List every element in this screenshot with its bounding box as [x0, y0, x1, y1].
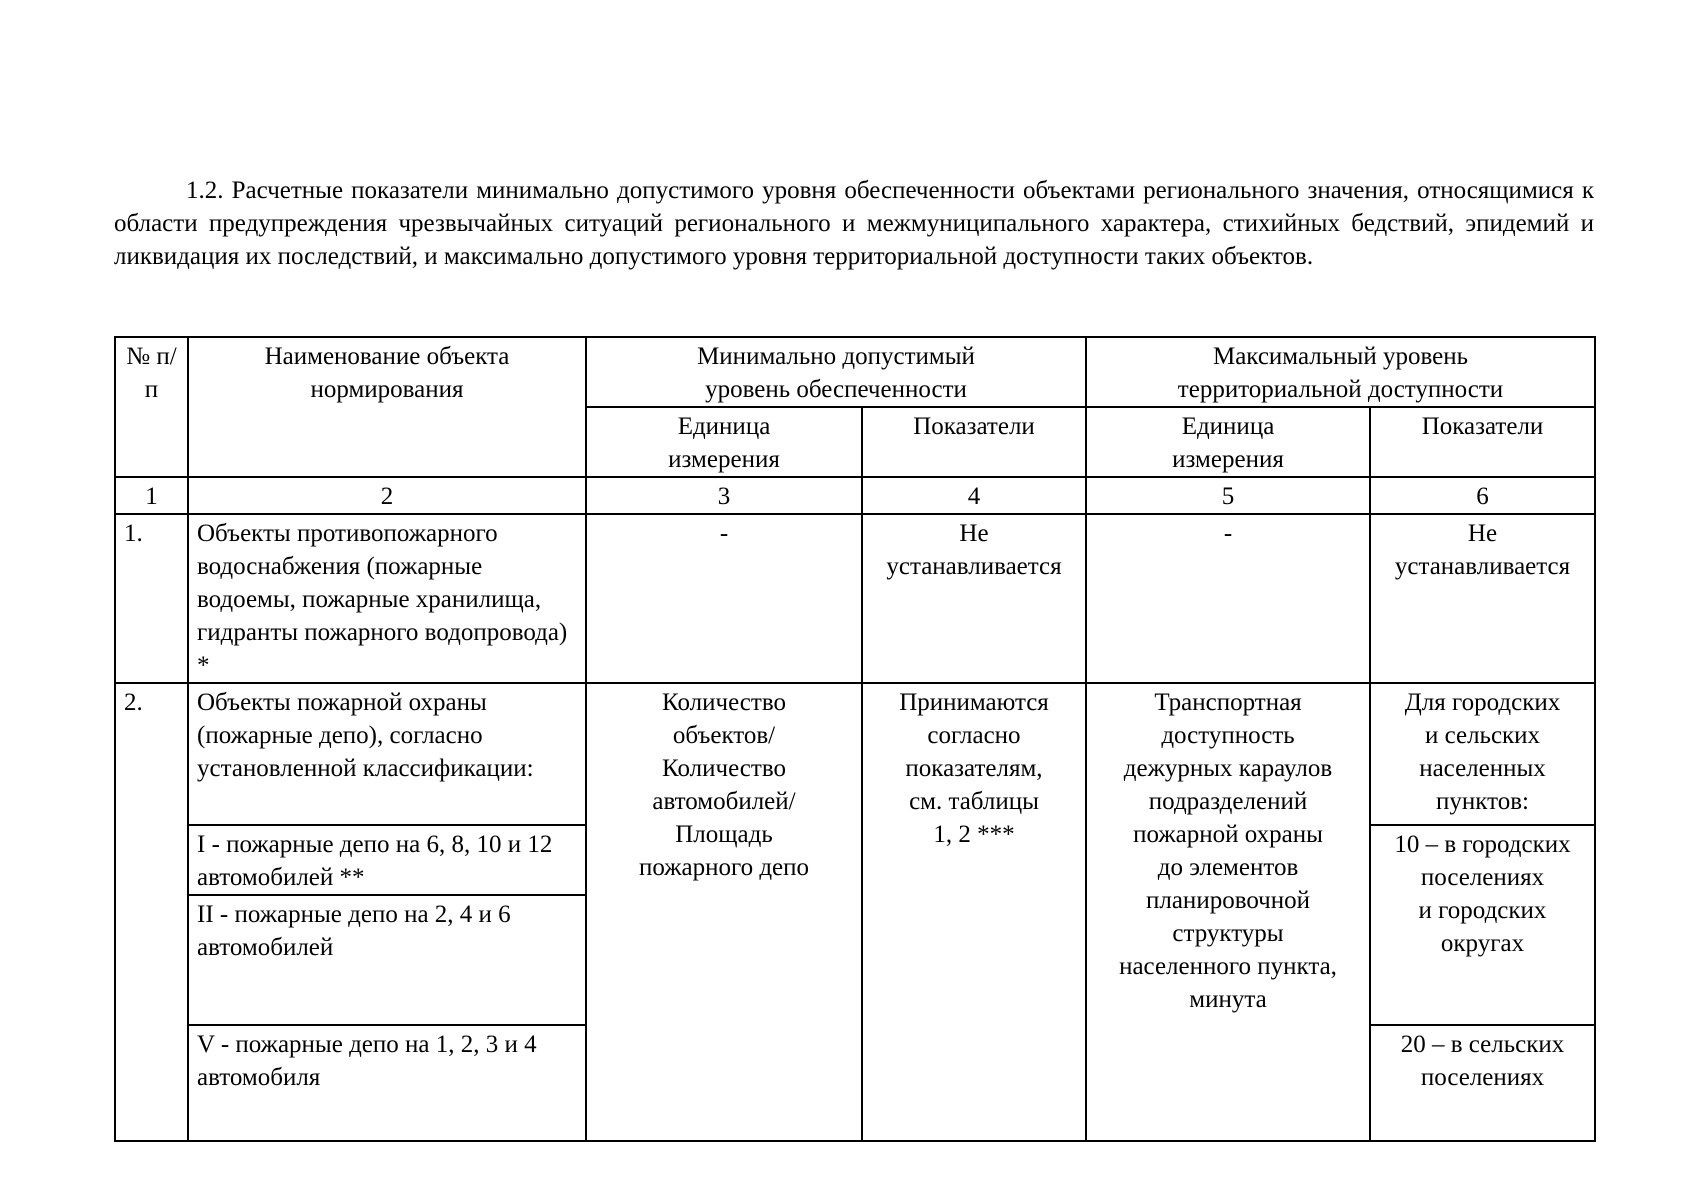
- row2-sub3: V - пожарные депо на 1, 2, 3 и 4 автомобиля: [188, 1025, 586, 1141]
- norms-table: [114, 336, 1596, 1142]
- row2-sub1: I - пожарные депо на 6, 8, 10 и 12 автомобилей **: [188, 825, 586, 895]
- header-name: Наименование объекта нормирования: [188, 337, 586, 477]
- col-number-6: 6: [1370, 477, 1595, 514]
- col-number-5: 5: [1086, 477, 1370, 514]
- row2-unit-max: Транспортная доступность дежурных караулов подразделений пожарной охраны до элементов планировочной структуры населенного пункта, минута: [1086, 683, 1370, 1141]
- row1-name: Объекты противопожарного водоснабжения (пожарные водоемы, пожарные хранилища, гидранты пожарного водопровода) *: [188, 514, 586, 683]
- row1-num: 1.: [115, 514, 188, 683]
- row1-value-min: Не устанавливается: [862, 514, 1086, 683]
- col-number-1: 1: [115, 477, 188, 514]
- table-row: [115, 683, 1595, 825]
- header-max-level: Максимальный уровень территориальной доступности: [1086, 337, 1595, 407]
- header-unit-max: Единица измерения: [1086, 407, 1370, 477]
- row2-value-max-head: Для городских и сельских населенных пунктов:: [1370, 683, 1595, 825]
- col-number-3: 3: [586, 477, 862, 514]
- section-number: 1.2.: [186, 177, 224, 204]
- row2-value-max-1: 10 – в городских поселениях и городских округах: [1370, 825, 1595, 1025]
- row1-unit-min: -: [586, 514, 862, 683]
- header-unit-min: Единица измерения: [586, 407, 862, 477]
- row1-value-max: Не устанавливается: [1370, 514, 1595, 683]
- intro-text: Расчетные показатели минимально допустимого уровня обеспеченности объектами регионального значения, относящимися к области предупреждения чрезвычайных ситуаций регионального и межмуниципального характера, стихийных бедствий, эпидемий и ликвидация их последствий, и максимально допустимого уровня территориальной доступности таких объектов.: [114, 177, 1594, 270]
- col-number-4: 4: [862, 477, 1086, 514]
- row2-name: Объекты пожарной охраны (пожарные депо), согласно установленной классификации:: [188, 683, 586, 825]
- header-min-level: Минимально допустимый уровень обеспеченности: [586, 337, 1086, 407]
- header-num: № п/п: [115, 337, 188, 477]
- intro-paragraph: [114, 174, 1594, 273]
- header-value-min: Показатели: [862, 407, 1086, 477]
- header-value-max: Показатели: [1370, 407, 1595, 477]
- row1-unit-max: -: [1086, 514, 1370, 683]
- column-number-row: [115, 477, 1595, 514]
- row2-value-max-2: 20 – в сельских поселениях: [1370, 1025, 1595, 1141]
- row2-unit-min: Количество объектов/ Количество автомобилей/ Площадь пожарного депо: [586, 683, 862, 1141]
- table-row: [115, 514, 1595, 683]
- row2-sub2: II - пожарные депо на 2, 4 и 6 автомобилей: [188, 895, 586, 1025]
- row2-value-min: Принимаются согласно показателям, см. таблицы 1, 2 ***: [862, 683, 1086, 1141]
- col-number-2: 2: [188, 477, 586, 514]
- row2-num: 2.: [115, 683, 188, 1141]
